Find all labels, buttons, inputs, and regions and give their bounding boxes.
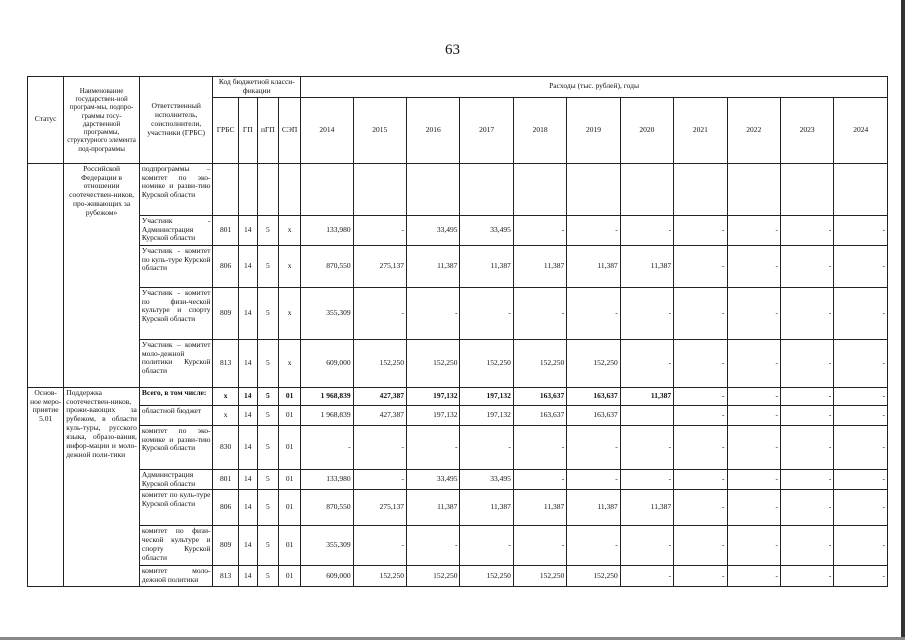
expense-cell: - xyxy=(674,215,727,245)
grbs-cell: 809 xyxy=(213,287,238,339)
grbs-cell: х xyxy=(213,405,238,425)
sep-cell: 01 xyxy=(278,425,300,469)
pgp-cell: 5 xyxy=(257,490,278,526)
header-pgp: пГП xyxy=(257,97,278,163)
grbs-cell xyxy=(213,163,238,215)
gp-cell: 14 xyxy=(238,490,257,526)
expense-cell: 33,495 xyxy=(460,215,513,245)
expense-cell xyxy=(834,163,888,215)
expense-cell: 197,132 xyxy=(407,405,460,425)
expense-cell: 609,000 xyxy=(301,339,353,387)
status-cell: Основ-ное меро-приятие 5.01 xyxy=(28,387,64,586)
grbs-cell: 813 xyxy=(213,339,238,387)
expense-cell: - xyxy=(727,405,780,425)
expense-cell: 1 968,839 xyxy=(301,405,353,425)
table-row xyxy=(28,405,888,425)
sep-cell: х xyxy=(278,215,300,245)
expense-cell xyxy=(727,163,780,215)
pgp-cell xyxy=(257,163,278,215)
expense-cell: 152,250 xyxy=(513,339,566,387)
expense-cell: 152,250 xyxy=(353,339,406,387)
expense-cell: - xyxy=(727,526,780,566)
sep-cell: х xyxy=(278,339,300,387)
expense-cell: 870,550 xyxy=(301,490,353,526)
expense-cell: - xyxy=(834,490,888,526)
gp-cell: 14 xyxy=(238,215,257,245)
expense-cell: 11,387 xyxy=(620,245,673,287)
expense-cell: 609,000 xyxy=(301,566,353,587)
expense-cell: - xyxy=(353,215,406,245)
header-year-2023: 2023 xyxy=(780,97,833,163)
expense-cell: - xyxy=(353,469,406,490)
expense-cell: - xyxy=(780,245,833,287)
expense-cell xyxy=(353,163,406,215)
expense-cell: 152,250 xyxy=(407,566,460,587)
header-year-2021: 2021 xyxy=(674,97,727,163)
expense-cell: - xyxy=(620,469,673,490)
expense-cell: - xyxy=(780,566,833,587)
expense-cell: - xyxy=(674,245,727,287)
table-row xyxy=(28,245,888,287)
expense-cell: - xyxy=(780,469,833,490)
expense-cell: - xyxy=(780,287,833,339)
grbs-cell: 806 xyxy=(213,490,238,526)
expense-cell: - xyxy=(674,387,727,405)
sep-cell: х xyxy=(278,245,300,287)
expense-cell: 275,137 xyxy=(353,245,406,287)
expense-cell: 33,495 xyxy=(460,469,513,490)
table-row xyxy=(28,287,888,339)
header-sep: СЭП xyxy=(278,97,300,163)
grbs-cell: 809 xyxy=(213,526,238,566)
pgp-cell: 5 xyxy=(257,469,278,490)
pgp-cell: 5 xyxy=(257,339,278,387)
expense-cell: - xyxy=(834,425,888,469)
pgp-cell: 5 xyxy=(257,387,278,405)
expense-cell: 11,387 xyxy=(567,245,620,287)
responsible-cell: Всего, в том числе: xyxy=(139,387,213,405)
pgp-cell: 5 xyxy=(257,425,278,469)
table-row xyxy=(28,339,888,387)
expense-cell: 11,387 xyxy=(567,490,620,526)
expense-cell xyxy=(620,163,673,215)
expense-cell: - xyxy=(620,425,673,469)
expense-cell: - xyxy=(567,215,620,245)
expense-cell: 152,250 xyxy=(460,566,513,587)
table-header xyxy=(28,77,888,164)
sep-cell: 01 xyxy=(278,566,300,587)
expense-cell: - xyxy=(780,490,833,526)
expense-cell: 152,250 xyxy=(513,566,566,587)
pgp-cell: 5 xyxy=(257,245,278,287)
expense-cell: - xyxy=(834,339,888,387)
expense-cell: 11,387 xyxy=(407,245,460,287)
expense-cell: - xyxy=(620,287,673,339)
expense-cell: - xyxy=(674,566,727,587)
gp-cell: 14 xyxy=(238,339,257,387)
pgp-cell: 5 xyxy=(257,526,278,566)
expense-cell: - xyxy=(674,469,727,490)
gp-cell: 14 xyxy=(238,287,257,339)
expense-cell: 197,132 xyxy=(460,405,513,425)
gp-cell: 14 xyxy=(238,469,257,490)
sep-cell: 01 xyxy=(278,490,300,526)
expense-cell: - xyxy=(674,526,727,566)
expense-cell: - xyxy=(513,215,566,245)
expense-cell: - xyxy=(674,425,727,469)
expense-cell: - xyxy=(834,245,888,287)
expense-cell xyxy=(301,163,353,215)
expense-cell: - xyxy=(727,490,780,526)
gp-cell: 14 xyxy=(238,245,257,287)
expense-cell: 275,137 xyxy=(353,490,406,526)
expense-cell xyxy=(513,163,566,215)
expense-cell: 163,637 xyxy=(513,405,566,425)
grbs-cell: 806 xyxy=(213,245,238,287)
responsible-cell: комитет по куль-туре Курской области xyxy=(139,490,213,526)
header-code-group: Код бюджетной класси-фикации xyxy=(213,77,301,98)
table-body xyxy=(28,163,888,586)
expense-cell: 33,495 xyxy=(407,469,460,490)
expense-cell: 870,550 xyxy=(301,245,353,287)
header-status: Статус xyxy=(28,77,64,164)
expense-cell: - xyxy=(567,469,620,490)
expense-cell: - xyxy=(620,526,673,566)
expense-cell: - xyxy=(353,425,406,469)
expense-cell: - xyxy=(834,387,888,405)
header-year-2024: 2024 xyxy=(834,97,888,163)
expense-cell: - xyxy=(780,387,833,405)
expense-cell: 11,387 xyxy=(620,490,673,526)
expense-cell: 33,495 xyxy=(407,215,460,245)
expense-cell: - xyxy=(834,469,888,490)
header-expenses-group: Расходы (тыс. рублей), годы xyxy=(301,77,888,98)
expense-cell: - xyxy=(727,245,780,287)
expense-cell: 11,387 xyxy=(460,245,513,287)
table-row xyxy=(28,215,888,245)
expense-cell: - xyxy=(407,287,460,339)
expense-cell: - xyxy=(674,490,727,526)
table-row xyxy=(28,387,888,405)
expense-cell: - xyxy=(353,287,406,339)
budget-table xyxy=(27,76,888,587)
pgp-cell: 5 xyxy=(257,566,278,587)
responsible-cell: областной бюджет xyxy=(139,405,213,425)
table-row xyxy=(28,469,888,490)
header-year-2018: 2018 xyxy=(513,97,566,163)
expense-cell: - xyxy=(780,339,833,387)
expense-cell xyxy=(407,163,460,215)
expense-cell: 163,637 xyxy=(513,387,566,405)
gp-cell: 14 xyxy=(238,425,257,469)
expense-cell: 152,250 xyxy=(567,339,620,387)
sep-cell: х xyxy=(278,287,300,339)
responsible-cell: комитет моло-дежной политики xyxy=(139,566,213,587)
expense-cell xyxy=(460,163,513,215)
table-row xyxy=(28,425,888,469)
expense-cell: - xyxy=(780,215,833,245)
responsible-cell: подпрограммы – комитет по эко-номике и разви-тию Курской области xyxy=(139,163,213,215)
expense-cell xyxy=(674,163,727,215)
expense-cell xyxy=(620,405,673,425)
header-year-2014: 2014 xyxy=(301,97,353,163)
expense-cell: 163,637 xyxy=(567,387,620,405)
expense-cell: - xyxy=(407,526,460,566)
sep-cell: 01 xyxy=(278,469,300,490)
expense-cell: - xyxy=(620,566,673,587)
expense-cell: - xyxy=(727,425,780,469)
expense-cell: 355,309 xyxy=(301,526,353,566)
header-year-2019: 2019 xyxy=(567,97,620,163)
expense-cell: - xyxy=(834,526,888,566)
expense-cell: 152,250 xyxy=(353,566,406,587)
responsible-cell: Участник - комитет по физи-ческой культуре и спорту Курской области xyxy=(139,287,213,339)
status-cell-empty xyxy=(28,163,64,387)
program-name-cell: Российской Федерации в отношении соотечествен-ников, про-живающих за рубежом» xyxy=(64,163,140,387)
expense-cell: - xyxy=(727,566,780,587)
grbs-cell: х xyxy=(213,387,238,405)
expense-cell: - xyxy=(727,469,780,490)
expense-cell: - xyxy=(513,425,566,469)
sep-cell xyxy=(278,163,300,215)
header-year-2020: 2020 xyxy=(620,97,673,163)
expense-cell: 152,250 xyxy=(407,339,460,387)
expense-cell: - xyxy=(301,425,353,469)
expense-cell: - xyxy=(780,425,833,469)
page-number: 63 xyxy=(445,42,460,58)
header-year-2015: 2015 xyxy=(353,97,406,163)
expense-cell: - xyxy=(567,526,620,566)
responsible-cell: Участник - Администрация Курской области xyxy=(139,215,213,245)
expense-cell: 197,132 xyxy=(407,387,460,405)
expense-cell: - xyxy=(460,425,513,469)
expense-cell: 11,387 xyxy=(460,490,513,526)
gp-cell: 14 xyxy=(238,566,257,587)
expense-cell: 355,309 xyxy=(301,287,353,339)
sep-cell: 01 xyxy=(278,387,300,405)
responsible-cell: Участник - комитет по куль-туре Курской области xyxy=(139,245,213,287)
page-edge xyxy=(901,0,905,640)
gp-cell xyxy=(238,163,257,215)
expense-cell: 152,250 xyxy=(460,339,513,387)
expense-cell: 11,387 xyxy=(620,387,673,405)
header-year-2017: 2017 xyxy=(460,97,513,163)
gp-cell: 14 xyxy=(238,526,257,566)
grbs-cell: 813 xyxy=(213,566,238,587)
expense-cell xyxy=(780,163,833,215)
expense-cell: - xyxy=(727,387,780,405)
header-name: Наименование государствен-ной програм-мы, подпро-граммы госу-дарственной программы, структурного элемента под-программы xyxy=(64,77,140,164)
expense-cell: - xyxy=(353,526,406,566)
expense-cell: 152,250 xyxy=(567,566,620,587)
responsible-cell: Участник – комитет моло-дежной политики Курской области xyxy=(139,339,213,387)
table-row xyxy=(28,566,888,587)
expense-cell: - xyxy=(834,287,888,339)
header-year-2016: 2016 xyxy=(407,97,460,163)
expense-cell: - xyxy=(460,287,513,339)
header-gp: ГП xyxy=(238,97,257,163)
expense-cell: 427,387 xyxy=(353,405,406,425)
expense-cell: 11,387 xyxy=(513,245,566,287)
pgp-cell: 5 xyxy=(257,215,278,245)
expense-cell: 163,637 xyxy=(567,405,620,425)
expense-cell: - xyxy=(727,287,780,339)
responsible-cell: Администрация Курской области xyxy=(139,469,213,490)
expense-cell xyxy=(567,163,620,215)
expense-cell: - xyxy=(674,287,727,339)
expense-cell: - xyxy=(513,287,566,339)
expense-cell: 11,387 xyxy=(407,490,460,526)
expense-cell: - xyxy=(674,405,727,425)
header-responsible: Ответственный исполнитель, соисполнители, участники (ГРБС) xyxy=(139,77,213,164)
sep-cell: 01 xyxy=(278,526,300,566)
pgp-cell: 5 xyxy=(257,405,278,425)
grbs-cell: 801 xyxy=(213,215,238,245)
expense-cell: 11,387 xyxy=(513,490,566,526)
expense-cell: 427,387 xyxy=(353,387,406,405)
header-grbs: ГРБС xyxy=(213,97,238,163)
expense-cell: - xyxy=(407,425,460,469)
expense-cell: 133,980 xyxy=(301,215,353,245)
expense-cell: 1 968,839 xyxy=(301,387,353,405)
expense-cell: - xyxy=(513,469,566,490)
expense-cell: - xyxy=(780,405,833,425)
expense-cell: - xyxy=(727,215,780,245)
grbs-cell: 801 xyxy=(213,469,238,490)
expense-cell: 133,980 xyxy=(301,469,353,490)
expense-cell: - xyxy=(674,339,727,387)
expense-cell: - xyxy=(834,405,888,425)
sep-cell: 01 xyxy=(278,405,300,425)
expense-cell: - xyxy=(780,526,833,566)
expense-cell: - xyxy=(567,287,620,339)
header-year-2022: 2022 xyxy=(727,97,780,163)
responsible-cell: комитет по физи-ческой культуре и спорту Курской области xyxy=(139,526,213,566)
grbs-cell: 830 xyxy=(213,425,238,469)
expense-cell: - xyxy=(834,566,888,587)
pgp-cell: 5 xyxy=(257,287,278,339)
expense-cell: - xyxy=(620,339,673,387)
expense-cell: 197,132 xyxy=(460,387,513,405)
expense-cell: - xyxy=(727,339,780,387)
expense-cell: - xyxy=(460,526,513,566)
table-row xyxy=(28,526,888,566)
responsible-cell: комитет по эко-номике и разви-тию Курской области xyxy=(139,425,213,469)
table-row xyxy=(28,163,888,215)
table-row xyxy=(28,490,888,526)
expense-cell: - xyxy=(834,215,888,245)
gp-cell: 14 xyxy=(238,387,257,405)
expense-cell: - xyxy=(620,215,673,245)
gp-cell: 14 xyxy=(238,405,257,425)
expense-cell: - xyxy=(567,425,620,469)
expense-cell: - xyxy=(513,526,566,566)
activity-name-cell: Поддержка соотечествен-ников, прожи-вающих за рубежом, в области куль-туры, русского языка, образо-вания, инфор-мации и моло-дежной поли-тики xyxy=(64,387,140,586)
